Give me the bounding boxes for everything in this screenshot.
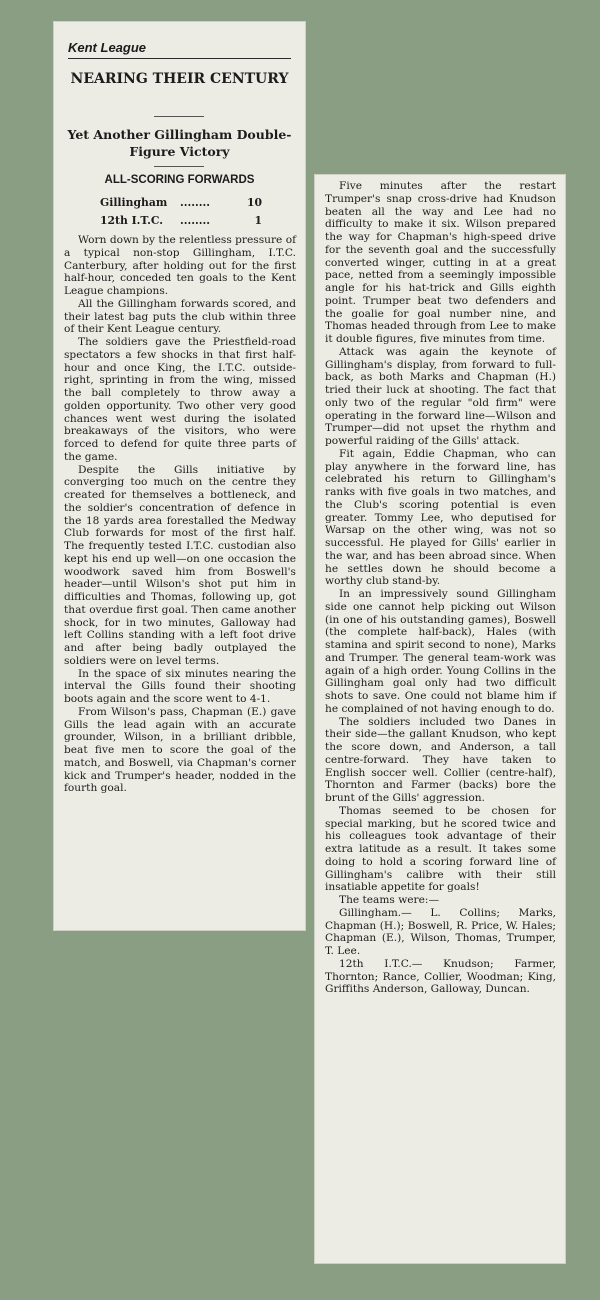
- paragraph: In an impressively sound Gillingham side one cannot help picking out Wilson (in one of his outstanding games), Boswell (the complete half-back), Hales (with stamina and spirit second to none), Marks and Trumper. The general team-work was again of a high order. Young Collins in the Gillingham goal only had two difficult shots to save. One could not blame him if he complained of not having enough to do.: [325, 588, 556, 715]
- leader-dots: ........: [180, 214, 211, 227]
- lineup-gillingham: Gillingham.— L. Collins; Marks, Chapman (H.); Boswell, R. Price, W. Hales; Chapman (E.), Wilson, Thomas, Trumper, T. Lee.: [325, 906, 556, 957]
- paragraph: All the Gillingham forwards scored, and their latest bag puts the club within three of their Kent League century.: [64, 297, 296, 336]
- headline-divider: [154, 116, 204, 117]
- left-clipping: [54, 22, 305, 930]
- paragraph: Worn down by the relentless pressure of a typical non-stop Gillingham, I.T.C. Canterbury, after holding out for the first half-hour, conceded ten goals to the Kent League champions.: [64, 234, 296, 297]
- paragraph: From Wilson's pass, Chapman (E.) gave Gills the lead again with an accurate grounder, Wilson, in a brilliant dribble, beat five men to score the goal of the match, and Boswell, via Chapman's corner kick and Trumper's header, nodded in the fourth goal.: [64, 705, 296, 795]
- box-title: ALL-SCORING FORWARDS: [104, 174, 255, 186]
- leader-dots: ........: [180, 196, 211, 209]
- paragraph: The soldiers gave the Priestfield-road spectators a few shocks in that first half-hour and once King, the I.T.C. outside-right, sprinting in from the wing, missed the ball completely to throw away a golden opportunity. Two other very good chances went west during the isolated breakaways of the visitors, who were forced to defend for quite three parts of the game.: [64, 336, 296, 463]
- headline: NEARING THEIR CENTURY: [70, 71, 289, 87]
- paragraph: Five minutes after the restart Trumper's snap cross-drive had Knudson beaten all the way and Lee had no difficulty to make it six. Wilson prepared the way for Chapman's high-speed drive for the seventh goal and the successfully converted winger, cutting in at a great pace, netted from a seemingly impossible angle for his hat-trick and Gills eighth point. Trumper beat two defenders and the goalie for goal number nine, and Thomas headed through from Lee to make it double figures, five minutes from time.: [325, 180, 556, 345]
- paragraph: Fit again, Eddie Chapman, who can play anywhere in the forward line, has celebrated his return to Gillingham's ranks with five goals in two matches, and the Club's scoring potential is even greater. Tommy Lee, who deputised for Warsap on the other wing, was not so successful. He played for Gills' earlier in the war, and has been abroad since. When he settles down he should become a worthy club stand-by.: [325, 447, 556, 588]
- paragraph: In the space of six minutes nearing the interval the Gills found their shooting boots again and the score went to 4-1.: [64, 667, 296, 705]
- team-name: 12th I.T.C.: [100, 214, 163, 227]
- team-score: 10: [246, 196, 262, 209]
- teams-heading: The teams were:—: [339, 894, 440, 906]
- paragraph: Thomas seemed to be chosen for special marking, but he scored twice and his colleagues took advantage of their extra latitude as a result. It takes some doing to hold a scoring forward line of Gillingham's calibre with their still insatiable appetite for goals!: [325, 804, 556, 894]
- section-rule: [68, 58, 291, 59]
- lineup-itc: 12th I.T.C.— Knudson; Farmer, Thornton; Rance, Collier, Woodman; King, Griffiths Anderson, Galloway, Duncan.: [325, 957, 556, 996]
- paragraph: The soldiers included two Danes in their side—the gallant Knudson, who kept the score down, and Anderson, a tall centre-forward. They have taken to English soccer well. Collier (centre-half), Thornton and Farmer (backs) bore the brunt of the Gills' aggression.: [325, 715, 556, 804]
- left-article-body: [54, 234, 305, 795]
- score-row-away: [100, 214, 270, 227]
- paragraph: Attack was again the keynote of Gillingham's display, from forward to full-back, as both Marks and Chapman (H.) tried their luck at shooting. The fact that only two of the regular "old firm" were operating in the forward line—Wilson and Trumper—did not upset the rhythm and powerful raiding of the Gills' attack.: [325, 345, 556, 447]
- score-row-home: [100, 196, 270, 209]
- section-label: Kent League: [68, 40, 147, 55]
- right-article-body: [315, 180, 565, 996]
- paragraph: Despite the Gills initiative by converging too much on the centre they created for themselves a bottleneck, and the soldier's concentration of defence in the 18 yards area forestalled the Medway Club forwards for most of the first half. The frequently tested I.T.C. custodian also kept his end up well—on one occasion the woodwork saved him from Boswell's header—until Wilson's shot put him in difficulties and Thomas, following up, got that overdue first goal. Then came another shock, for in two minutes, Galloway had left Collins standing with a left foot drive and after being badly outplayed the soldiers were on level terms.: [64, 463, 296, 667]
- subheadline: Yet Another Gillingham Double-Figure Victory: [67, 127, 292, 159]
- team-name: Gillingham: [100, 196, 168, 209]
- subhead-divider: [154, 166, 204, 167]
- right-clipping: [315, 175, 565, 1263]
- team-score: 1: [254, 214, 262, 227]
